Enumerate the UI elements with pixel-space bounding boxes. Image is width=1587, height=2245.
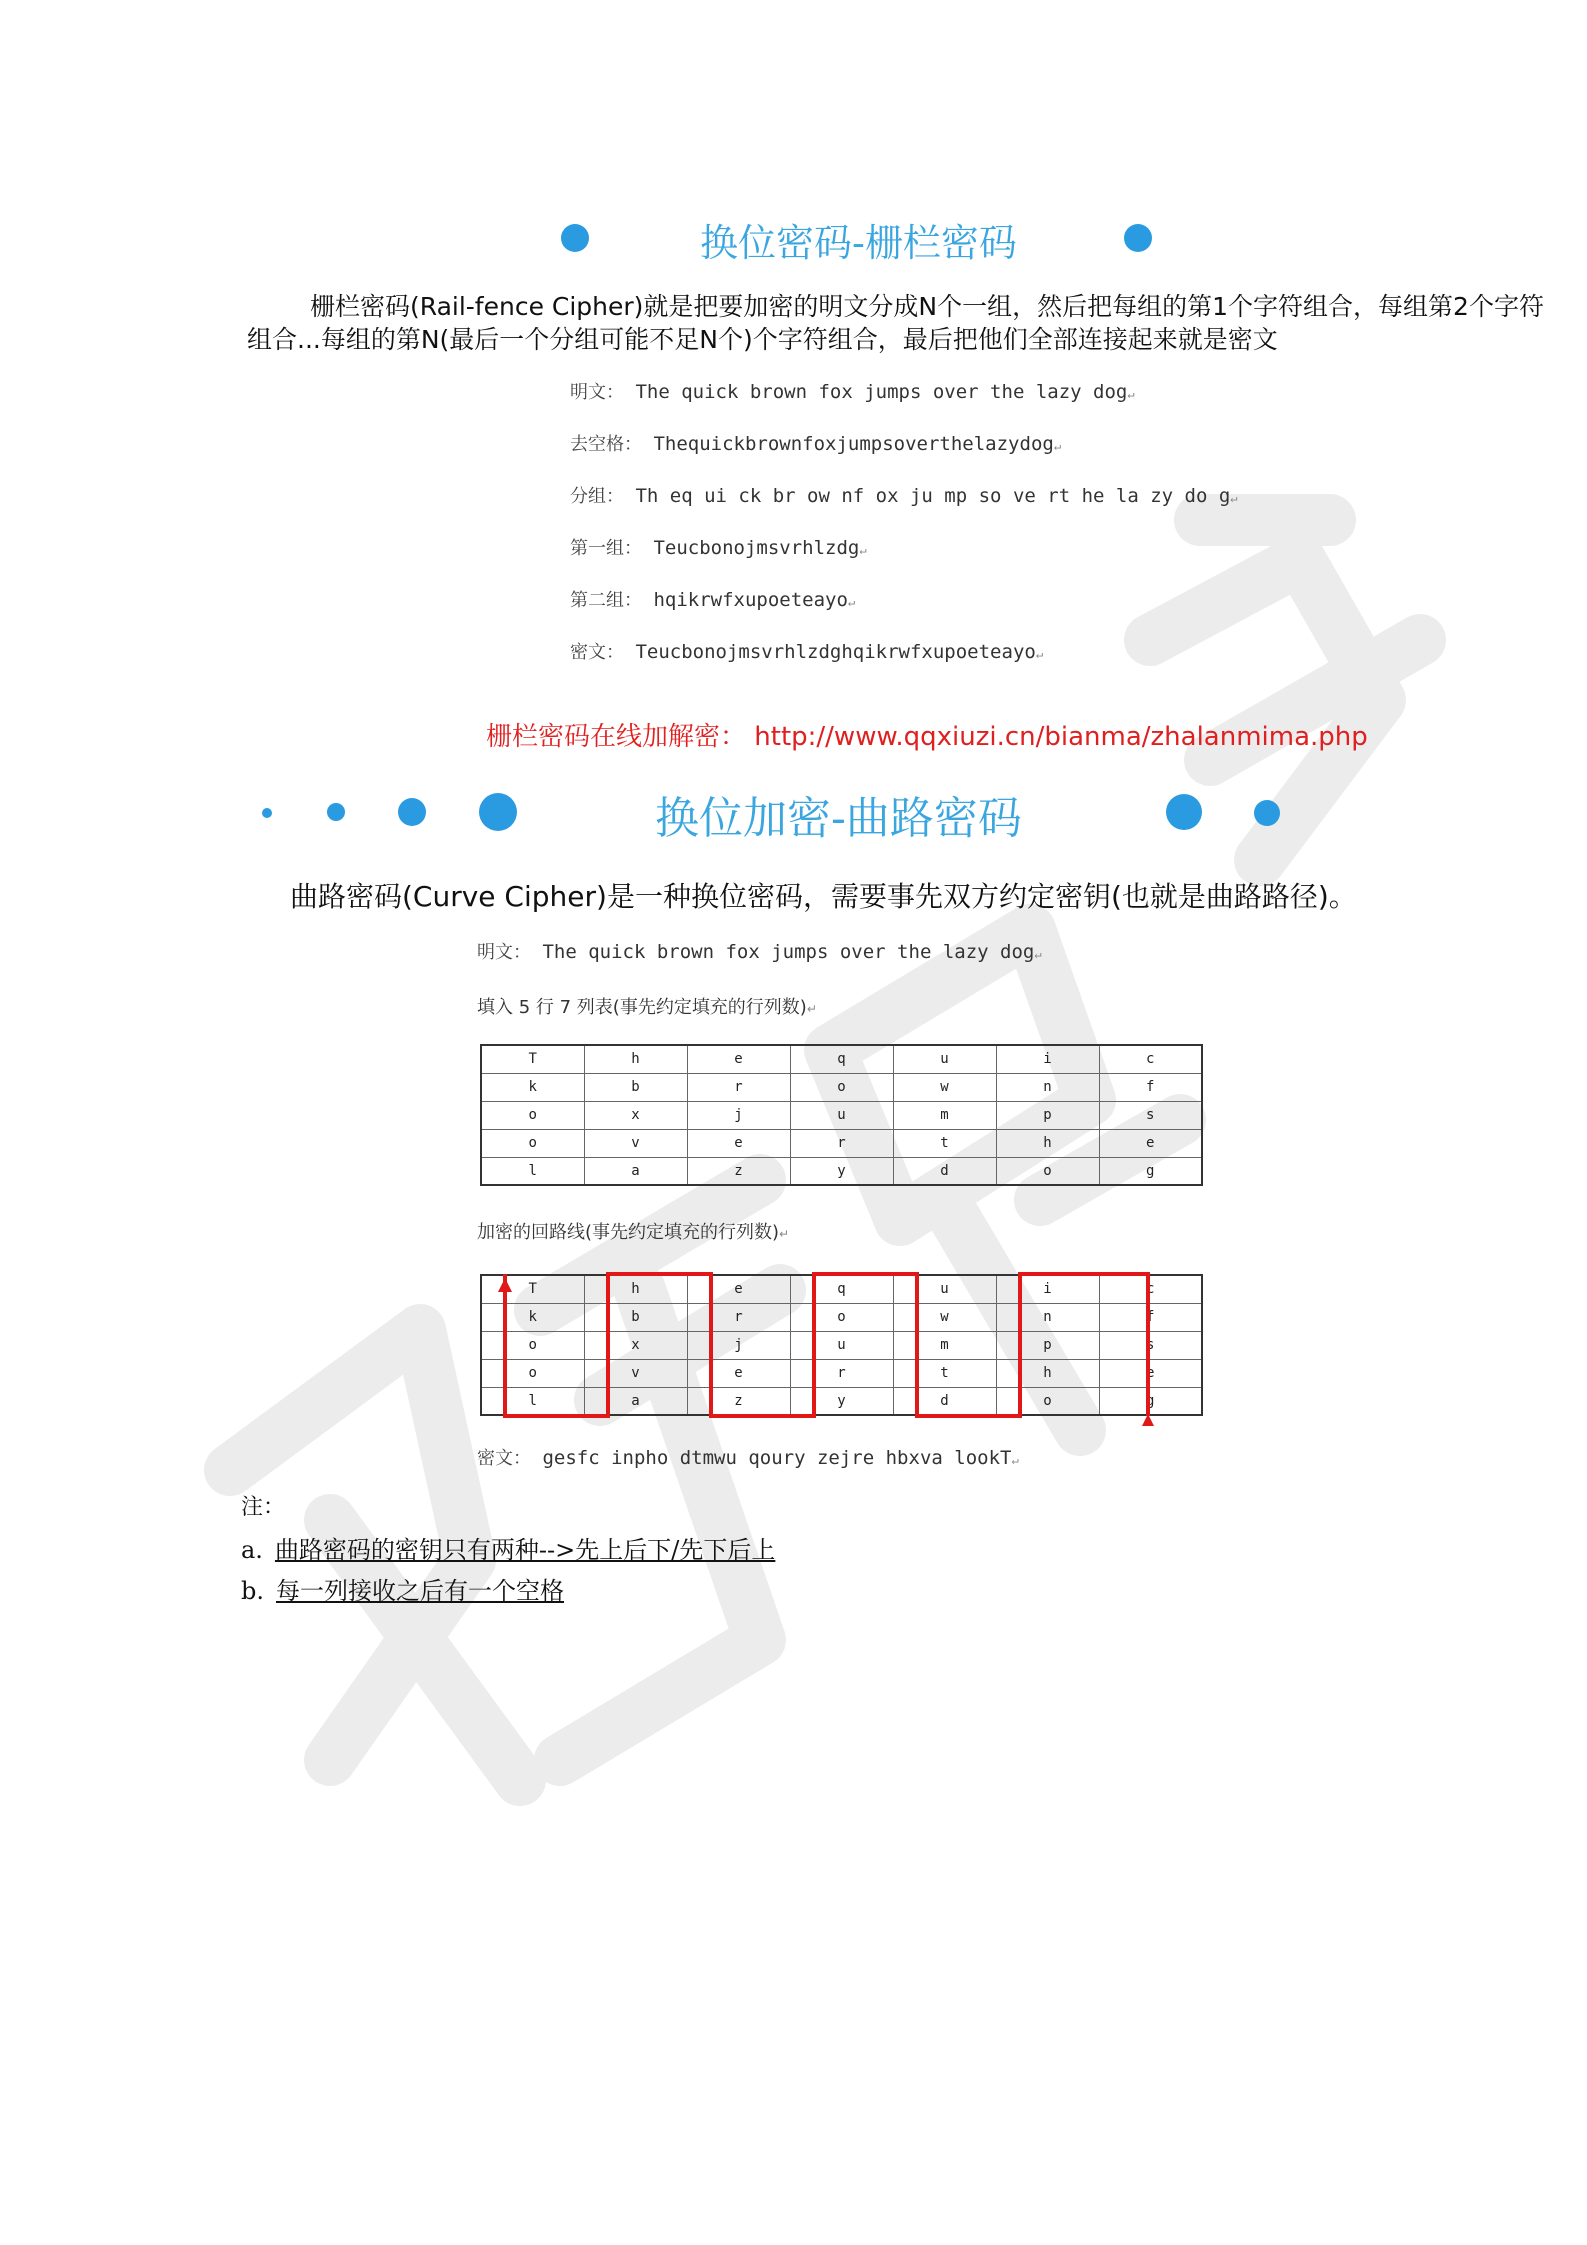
grid-cell: l xyxy=(481,1157,584,1185)
grid-cell: k xyxy=(481,1303,584,1331)
grid-cell: h xyxy=(996,1359,1099,1387)
note-marker: b. xyxy=(241,1577,264,1605)
grid-cell: T xyxy=(481,1275,584,1303)
table1-caption-text: 填入 5 行 7 列表(事先约定填充的行列数) xyxy=(477,997,807,1018)
grid-cell: c xyxy=(1099,1045,1202,1073)
ciphertext-label: 密文： xyxy=(477,1448,531,1469)
grid-cell: o xyxy=(481,1101,584,1129)
grid-cell: x xyxy=(584,1101,687,1129)
step-plaintext: 明文： The quick brown fox jumps over the lazy dog↵ xyxy=(570,381,1135,403)
grid-cell: t xyxy=(893,1129,996,1157)
step-label: 去空格： xyxy=(570,434,642,455)
grid-cell: r xyxy=(790,1359,893,1387)
step-group-two: 第二组： hqikrwfxupoeteayo↵ xyxy=(570,589,856,611)
grid-row xyxy=(481,1129,1202,1157)
grid-cell: o xyxy=(790,1073,893,1101)
note-a xyxy=(241,1530,775,1565)
grid-cell: h xyxy=(996,1129,1099,1157)
grid-cell: e xyxy=(687,1275,790,1303)
section2-description: 曲路密码(Curve Cipher)是一种换位密码，需要事先双方约定密钥(也就是曲路路径)。 xyxy=(290,880,1357,913)
grid-cell: v xyxy=(584,1359,687,1387)
heading-dot-right xyxy=(1124,224,1152,252)
grid-cell: m xyxy=(893,1101,996,1129)
grid-cell: g xyxy=(1099,1387,1202,1415)
grid-cell: m xyxy=(893,1331,996,1359)
grid-cell: u xyxy=(893,1045,996,1073)
table1-caption: 填入 5 行 7 列表(事先约定填充的行列数)↵ xyxy=(477,997,817,1018)
heading-dot-4 xyxy=(479,793,517,831)
grid-cell: z xyxy=(687,1387,790,1415)
grid-cell: u xyxy=(790,1331,893,1359)
grid-cell: j xyxy=(687,1331,790,1359)
grid-cell: r xyxy=(790,1129,893,1157)
note-text: 每一列接收之后有一个空格 xyxy=(276,1577,564,1605)
table2-caption: 加密的回路线(事先约定填充的行列数)↵ xyxy=(477,1222,790,1243)
grid-cell: n xyxy=(996,1303,1099,1331)
note-b xyxy=(241,1571,564,1606)
grid-cell: d xyxy=(893,1387,996,1415)
grid-cell: h xyxy=(584,1275,687,1303)
section1-title: 换位密码-栅栏密码 xyxy=(700,221,1017,265)
heading-dot-3 xyxy=(398,798,426,826)
grid-cell: o xyxy=(996,1387,1099,1415)
grid-cell: f xyxy=(1099,1303,1202,1331)
note-marker: a. xyxy=(241,1536,263,1564)
grid-cell: q xyxy=(790,1275,893,1303)
grid-cell: x xyxy=(584,1331,687,1359)
grid-cell: e xyxy=(1099,1129,1202,1157)
grid-cell: i xyxy=(996,1045,1099,1073)
step-remove-spaces: 去空格： Thequickbrownfoxjumpsoverthelazydog↵ xyxy=(570,433,1062,455)
grid-cell: r xyxy=(687,1303,790,1331)
grid-cell: u xyxy=(790,1101,893,1129)
heading-dot-5 xyxy=(1166,794,1202,830)
curve-path-arrow xyxy=(1141,1414,1155,1426)
grid-cell: s xyxy=(1099,1101,1202,1129)
grid-cell: e xyxy=(687,1045,790,1073)
grid-cell: r xyxy=(687,1073,790,1101)
grid-cell: k xyxy=(481,1073,584,1101)
grid-cell: s xyxy=(1099,1331,1202,1359)
fill-table xyxy=(480,1044,1203,1186)
grid-cell: c xyxy=(1099,1275,1202,1303)
grid-cell: e xyxy=(687,1129,790,1157)
step-label: 密文： xyxy=(570,642,624,663)
step-group-one: 第一组： Teucbonojmsvrhlzdg↵ xyxy=(570,537,867,559)
grid-cell: y xyxy=(790,1387,893,1415)
curve-path-arrow xyxy=(498,1278,512,1292)
grid-row xyxy=(481,1157,1202,1185)
grid-cell: n xyxy=(996,1073,1099,1101)
grid-cell: p xyxy=(996,1331,1099,1359)
step-label: 第一组： xyxy=(570,538,642,559)
grid-row xyxy=(481,1073,1202,1101)
step-value: hqikrwfxupoeteayo xyxy=(653,589,848,611)
grid-cell: e xyxy=(1099,1359,1202,1387)
online-tool-label: 栅栏密码在线加解密： xyxy=(486,722,747,752)
grid-cell: y xyxy=(790,1157,893,1185)
grid-cell: g xyxy=(1099,1157,1202,1185)
step-label: 分组： xyxy=(570,486,624,507)
curve-ciphertext: 密文： gesfc inpho dtmwu qoury zejre hbxva lookT↵ xyxy=(477,1447,1019,1469)
grid-cell: T xyxy=(481,1045,584,1073)
grid-cell: t xyxy=(893,1359,996,1387)
grid-cell: j xyxy=(687,1101,790,1129)
grid-cell: z xyxy=(687,1157,790,1185)
grid-cell: h xyxy=(584,1045,687,1073)
step-ciphertext: 密文： Teucbonojmsvrhlzdghqikrwfxupoeteayo↵ xyxy=(570,641,1044,663)
grid-cell: p xyxy=(996,1101,1099,1129)
grid-cell: i xyxy=(996,1275,1099,1303)
grid-cell: o xyxy=(481,1129,584,1157)
heading-dot-2 xyxy=(327,803,345,821)
note-text: 曲路密码的密钥只有两种-->先上后下/先下后上 xyxy=(274,1536,776,1564)
grid-cell: o xyxy=(996,1157,1099,1185)
grid-row xyxy=(481,1101,1202,1129)
table2-caption-text: 加密的回路线(事先约定填充的行列数) xyxy=(477,1222,780,1243)
grid-cell: o xyxy=(481,1359,584,1387)
step-value: Thequickbrownfoxjumpsoverthelazydog xyxy=(653,433,1054,455)
grid-cell: w xyxy=(893,1073,996,1101)
step-value: Teucbonojmsvrhlzdghqikrwfxupoeteayo xyxy=(635,641,1036,663)
heading-dot-left xyxy=(561,224,589,252)
curve-path-overlay xyxy=(480,1266,1210,1426)
grid-cell: l xyxy=(481,1387,584,1415)
grid-cell: a xyxy=(584,1157,687,1185)
grid-cell: f xyxy=(1099,1073,1202,1101)
section1-description: 栅栏密码(Rail-fence Cipher)就是把要加密的明文分成N个一组，然后把每组的第1个字符组合，每组第2个字符组合...每组的第N(最后一个分组可能不足N个)个字符组合，最后把他们全部连接起来就是密文 xyxy=(247,292,1544,354)
grid-cell: o xyxy=(790,1303,893,1331)
step-grouping: 分组： Th eq ui ck br ow nf ox ju mp so ve rt he la zy do g↵ xyxy=(570,485,1238,507)
grid-cell: b xyxy=(584,1303,687,1331)
step-value: Th eq ui ck br ow nf ox ju mp so ve rt he la zy do g xyxy=(635,485,1231,507)
step-label: 第二组： xyxy=(570,590,642,611)
step-value: Teucbonojmsvrhlzdg xyxy=(653,537,860,559)
online-tool-line xyxy=(486,716,1368,753)
heading-dot-6 xyxy=(1254,800,1280,826)
grid-cell: u xyxy=(893,1275,996,1303)
plaintext-value: The quick brown fox jumps over the lazy dog xyxy=(542,941,1035,963)
grid-cell: a xyxy=(584,1387,687,1415)
grid-cell: e xyxy=(687,1359,790,1387)
grid-cell: q xyxy=(790,1045,893,1073)
plaintext-label: 明文： xyxy=(477,942,531,963)
heading-dot-1 xyxy=(262,808,272,818)
grid-cell: b xyxy=(584,1073,687,1101)
grid-cell: v xyxy=(584,1129,687,1157)
online-tool-link[interactable]: http://www.qqxiuzi.cn/bianma/zhalanmima.php xyxy=(754,722,1368,752)
section2-title: 换位加密-曲路密码 xyxy=(655,793,1022,844)
curve-plaintext: 明文： The quick brown fox jumps over the lazy dog↵ xyxy=(477,941,1042,963)
step-value: The quick brown fox jumps over the lazy dog xyxy=(635,381,1128,403)
curve-path-line xyxy=(505,1274,1148,1416)
grid-cell: w xyxy=(893,1303,996,1331)
grid-row xyxy=(481,1045,1202,1073)
step-label: 明文： xyxy=(570,382,624,403)
notes-title: 注： xyxy=(241,1495,286,1520)
grid-cell: o xyxy=(481,1331,584,1359)
ciphertext-value: gesfc inpho dtmwu qoury zejre hbxva lookT xyxy=(542,1447,1012,1469)
grid-cell: d xyxy=(893,1157,996,1185)
